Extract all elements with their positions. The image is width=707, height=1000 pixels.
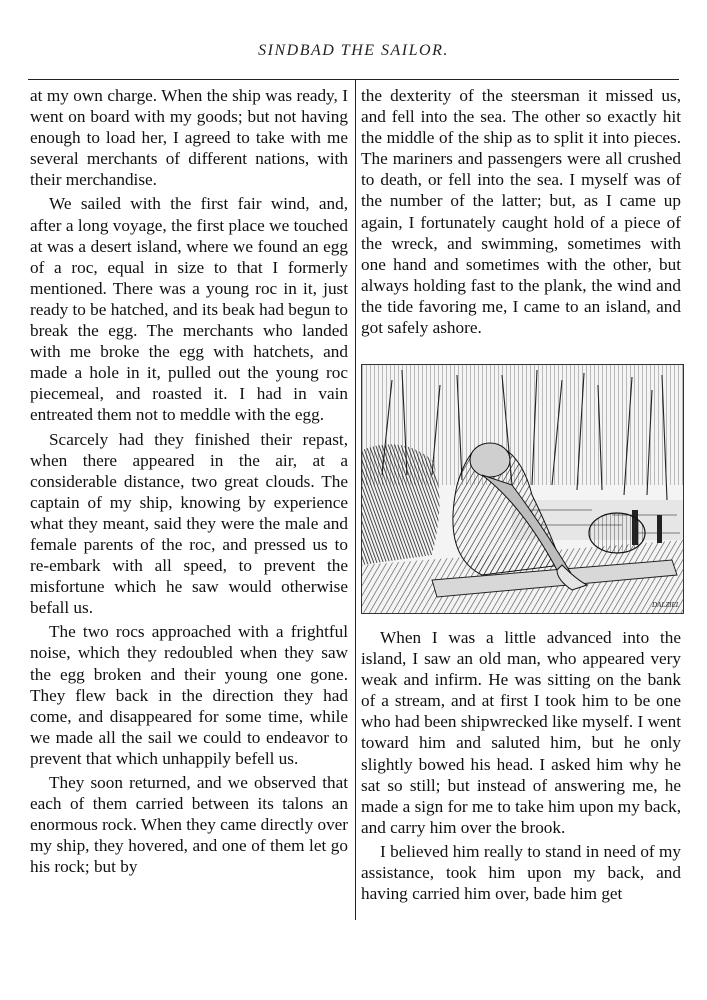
running-head: SINDBAD THE SAILOR. bbox=[258, 42, 449, 59]
paragraph: Scarcely had they finished their repast, when there appeared in the air, at a considerable distance, two great clouds. The captain of my ship, knowing by experience what they meant, said they were the male and female parents of the roc, and pressed us to re-embark with all speed, to prevent the misfortune which he saw would otherwise befall us. bbox=[30, 429, 348, 618]
shipwrecked-sailor-engraving bbox=[362, 365, 683, 613]
column-divider bbox=[355, 80, 356, 920]
paragraph: They soon returned, and we observed that each of them carried between its talons an enormous rock. When they came directly over my ship, they hovered, and one of them let go his rock; but by bbox=[30, 773, 349, 877]
paragraph: I believed him really to stand in need of my assistance, took him upon my back, and having carried him over, bade him get bbox=[361, 841, 681, 904]
engraver-signature: DALZIEL bbox=[652, 601, 680, 609]
paragraph: the dexterity of the steersman it missed us, and fell into the sea. The other so exactly hit the middle of the ship as to split it into pieces. The mariners and passengers were all crushed to death, or fell into the sea. I myself was of the number of the latter; but, as I came up again, I fortunately caught hold of a piece of the wreck, and swimming, sometimes with one hand and sometimes with the other, but always holding fast to the plank, the wind and the tide favoring me, I came to an island, and got safely ashore. bbox=[361, 86, 681, 338]
left-column bbox=[30, 85, 348, 877]
header-rule bbox=[28, 79, 679, 80]
paragraph: The two rocs approached with a frightful noise, which they redoubled when they saw the egg broken and their young one gone. They flew back in the direction they had come, and disappeared for some time, while we made all the sail we could to endeavor to prevent that which unhappily befell us. bbox=[30, 622, 348, 768]
engraving-illustration bbox=[361, 364, 684, 614]
paragraph: When I was a little advanced into the island, I saw an old man, who appeared very weak and infirm. He was sitting on the bank of a stream, and at first I took him to be one who had been shipwrecked like myself. I went toward him and saluted him, but he only slightly bowed his head. I asked him why he sat so still; but instead of answering me, he made a sign for me to take him upon my back, and carry him over the brook. bbox=[361, 628, 681, 837]
paragraph: We sailed with the first fair wind, and, after a long voyage, the first place we touched at was a desert island, where we found an egg of a roc, equal in size to that I formerly mentioned. There was a young roc in it, just ready to be hatched, and its beak had begun to break the egg. The merchants who landed with me broke the egg with hatchets, and made a hole in it, pulled out the young roc piecemeal, and roasted it. I had in vain entreated them not to meddle with the egg. bbox=[30, 194, 348, 425]
right-column-bottom bbox=[361, 627, 681, 904]
paragraph: at my own charge. When the ship was ready, I went on board with my goods; but not having enough to load her, I agreed to take with me several merchants of different nations, with their merchandise. bbox=[30, 86, 348, 190]
right-column-top bbox=[361, 85, 681, 338]
